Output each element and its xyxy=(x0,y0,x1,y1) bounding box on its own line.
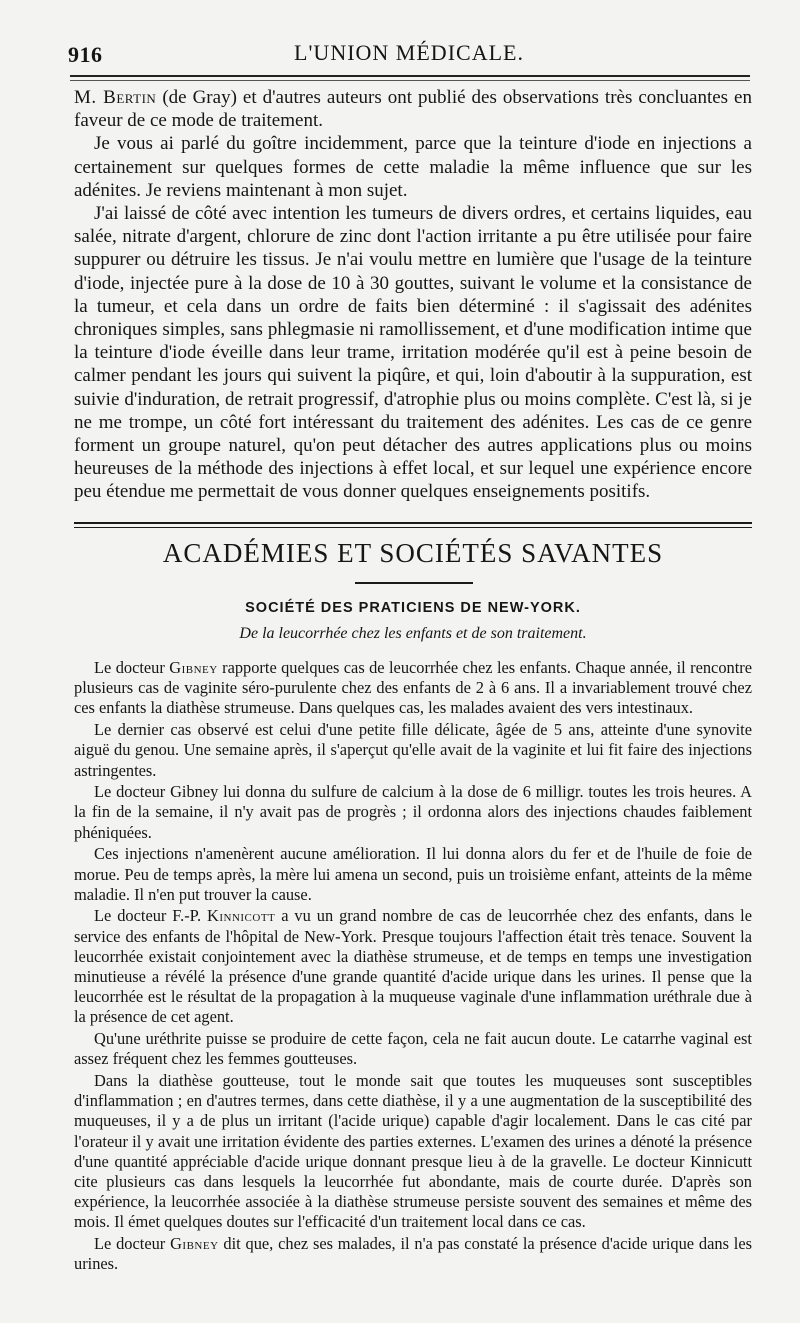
doctor-name: Gibney xyxy=(170,1234,219,1254)
author-name: M. Bertin xyxy=(74,87,157,108)
paragraph: Ces injections n'amenèrent aucune amélioration. Il lui donna alors du fer et de l'huile de foie de morue. Peu de temps après, la mère lui amena un second, puis un troisième enfant, atteints de la même maladie. Il n'en put trouver la cause. xyxy=(74,844,752,904)
paragraph: Le dernier cas observé est celui d'une petite fille délicate, âgée de 5 ans, atteinte d'une synovite aiguë du genou. Une semaine après, il s'aperçut qu'elle avait de la vaginite et lui fit faire des injections astringentes. xyxy=(74,720,752,780)
paragraph xyxy=(74,86,752,132)
header-rule xyxy=(70,75,750,77)
running-header xyxy=(68,36,750,70)
paragraph-lead: Le docteur F.-P. xyxy=(94,906,207,926)
page-number: 916 xyxy=(68,42,103,67)
section-rule-thin xyxy=(74,527,752,528)
journal-title: L'UNION MÉDICALE. xyxy=(294,40,524,65)
paragraph: Qu'une uréthrite puisse se produire de cette façon, cela ne fait aucun doute. Le catarrhe vaginal est assez fréquent chez les femmes goutteuses. xyxy=(74,1029,752,1069)
section-title: ACADÉMIES ET SOCIÉTÉS SAVANTES xyxy=(162,538,664,568)
title-underline xyxy=(355,582,473,584)
paragraph: J'ai laissé de côté avec intention les tumeurs de divers ordres, et certains liquides, eau salée, nitrate d'argent, chlorure de zinc dont l'action irritante a pu être utilisée pour faire suppurer ou détruire les tissus. Je n'ai voulu mettre en lumière que l'usage de la teinture d'iode, injectée pure à la dose de 10 à 30 gouttes, suivant le volume et la consistance de la tumeur, et cela dans un ordre de faits bien déterminé : il s'agissait des adénites chroniques simples, sans phlegmasie ni ramollissement, et d'une modification intime que la teinture d'iode éveille dans leur trame, irritation modérée qu'il est à peine besoin de calmer pendant les jours qui suivent la piqûre, et qui, loin d'aboutir à la suppuration, est suivie d'induration, de retrait progressif, d'atrophie plus ou moins complète. C'est là, si je ne me trompe, un côté fort intéressant du traitement des adénites. Les cas de ce genre forment un groupe naturel, qu'on peut détacher des autres applications plus ou moins heureuses de la méthode des injections à effet local, et sur lequel une expérience encore peu étendue me permettait de vous donner quelques enseignements positifs. xyxy=(74,203,752,503)
paragraph xyxy=(74,1234,752,1274)
paragraph: Je vous ai parlé du goître incidemment, parce que la teinture d'iode en injections a certainement sur quelques formes de cette maladie la même influence que sur les adénites. Je reviens maintenant à mon sujet. xyxy=(74,133,752,201)
article-continuation xyxy=(74,86,752,504)
section-rule-thick xyxy=(74,522,752,524)
paragraph-text: rapporte quelques cas de leucorrhée chez les enfants. Chaque année, il rencontre plusieurs cas de vaginite séro-purulente chez des enfants de 2 à 6 ans. Il a invariablement trouvé chez ces enfants la diathèse strumeuse. Dans quelques cas, les malades avaient des vers intestinaux. xyxy=(74,658,752,718)
paragraph-lead: Le docteur xyxy=(94,658,170,677)
paragraph-text: dit que, chez ses malades, il n'a pas constaté la présence d'acide urique dans les urines. xyxy=(74,1234,752,1274)
doctor-name: Kinnicott xyxy=(207,906,276,926)
society-report xyxy=(74,658,752,1276)
paragraph-lead: Le docteur xyxy=(94,1234,171,1254)
paragraph xyxy=(74,658,752,719)
paragraph: Dans la diathèse goutteuse, tout le monde sait que toutes les muqueuses sont susceptibles d'inflammation ; en d'autres termes, dans cette diathèse, il y a une augmentation de la susceptibilité des muqueuses, il y a de plus un irritant (l'acide urique) capable d'agir localement. Dans le cas cité par l'orateur il y avait une irritation évidente des parties externes. L'examen des urines a dénoté la présence d'une quantité appréciable d'acide urique donnant presque lieu à de la gravelle. Le docteur Kinnicutt cite plusieurs cas dans lesquels la leucorrhée fut abondante, mais de courte durée. D'après son expérience, la leucorrhée associée à la diathèse strumeuse persiste souvent des semaines et même des mois. Il émet quelques doutes sur l'efficacité d'un traitement local dans ce cas. xyxy=(74,1071,752,1232)
doctor-name: Gibney xyxy=(169,658,218,677)
paragraph xyxy=(74,906,752,1027)
society-heading: SOCIÉTÉ DES PRATICIENS DE NEW-YORK. xyxy=(245,600,581,616)
paragraph-text: (de Gray) et d'autres auteurs ont publié des observations très concluantes en faveur de ce mode de traitement. xyxy=(74,87,752,132)
article-subtitle: De la leucorrhée chez les enfants et de son traitement. xyxy=(239,625,587,642)
paragraph: Le docteur Gibney lui donna du sulfure de calcium à la dose de 6 milligr. toutes les trois heures. A la fin de la semaine, il n'y avait pas de progrès ; il ordonna alors des injections chaudes faiblement phéniquées. xyxy=(74,782,752,842)
paragraph-text: a vu un grand nombre de cas de leucorrhée chez des enfants, dans le service des enfants de l'hôpital de New-York. Presque toujours l'affection était très tenace. Souvent la leucorrhée existait conjointement avec la diathèse strumeuse, et de temps en temps une investigation minutieuse a révélé la présence d'une grande quantité d'acide urique dans les urines. Il pense que la leucorrhée est le résultat de la propagation à la muqueuse vaginale d'une inflammation uréthrale due à la présence de cet agent. xyxy=(74,906,752,1027)
header-rule-thin xyxy=(70,80,750,81)
